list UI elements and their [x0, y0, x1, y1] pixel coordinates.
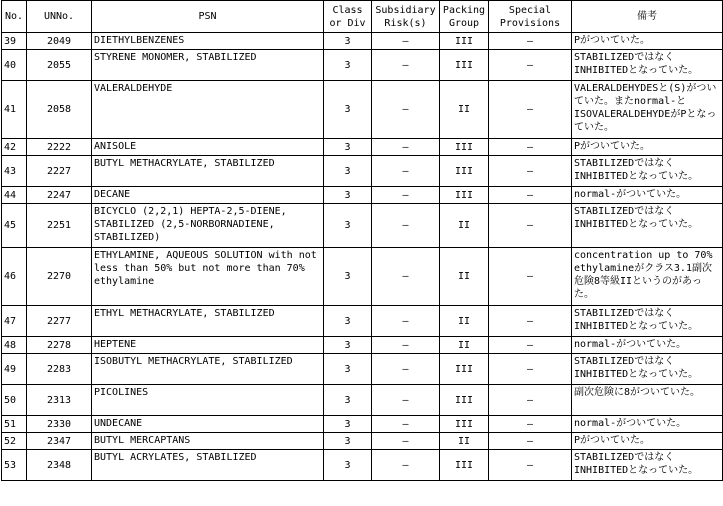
cell-un-no: 2049	[27, 33, 92, 50]
table-row	[2, 416, 723, 433]
cell-psn: BUTYL METHACRYLATE, STABILIZED	[92, 156, 324, 187]
cell-special-provisions: —	[489, 204, 572, 248]
cell-psn: BUTYL ACRYLATES, STABILIZED	[92, 450, 324, 481]
table-row	[2, 337, 723, 354]
cell-packing-group: II	[440, 337, 489, 354]
cell-remark: Pがついていた。	[572, 33, 723, 50]
cell-psn: ETHYLAMINE, AQUEOUS SOLUTION with not less than 50% but not more than 70% ethylamine	[92, 248, 324, 306]
cell-remark: VALERALDEHYDESと(S)がついていた。またnormal-とISOVALERALDEHYDEがPとなっていた。	[572, 81, 723, 139]
cell-psn: HEPTENE	[92, 337, 324, 354]
cell-subsidiary-risk: —	[372, 156, 440, 187]
cell-no: 48	[2, 337, 27, 354]
table-row	[2, 33, 723, 50]
cell-packing-group: III	[440, 450, 489, 481]
cell-packing-group: II	[440, 81, 489, 139]
cell-subsidiary-risk: —	[372, 33, 440, 50]
cell-psn: ETHYL METHACRYLATE, STABILIZED	[92, 306, 324, 337]
cell-packing-group: III	[440, 354, 489, 385]
table-row	[2, 248, 723, 306]
cell-remark: STABILIZEDではなくINHIBITEDとなっていた。	[572, 306, 723, 337]
header-row	[2, 1, 723, 33]
cell-class: 3	[324, 139, 372, 156]
cell-psn: DECANE	[92, 187, 324, 204]
cell-un-no: 2278	[27, 337, 92, 354]
cell-special-provisions: —	[489, 50, 572, 81]
cell-un-no: 2330	[27, 416, 92, 433]
cell-class: 3	[324, 187, 372, 204]
header-no: No.	[2, 1, 27, 33]
cell-no: 42	[2, 139, 27, 156]
cell-remark: STABILIZEDではなくINHIBITEDとなっていた。	[572, 450, 723, 481]
cell-un-no: 2277	[27, 306, 92, 337]
cell-packing-group: III	[440, 139, 489, 156]
cell-subsidiary-risk: —	[372, 433, 440, 450]
cell-packing-group: II	[440, 433, 489, 450]
cell-psn: STYRENE MONOMER, STABILIZED	[92, 50, 324, 81]
header-class: Class or Div	[324, 1, 372, 33]
cell-remark: STABILIZEDではなくINHIBITEDとなっていた。	[572, 354, 723, 385]
cell-no: 51	[2, 416, 27, 433]
cell-class: 3	[324, 248, 372, 306]
cell-no: 43	[2, 156, 27, 187]
cell-remark: STABILIZEDではなくINHIBITEDとなっていた。	[572, 156, 723, 187]
cell-special-provisions: —	[489, 416, 572, 433]
table-row	[2, 385, 723, 416]
cell-special-provisions: —	[489, 187, 572, 204]
cell-packing-group: III	[440, 156, 489, 187]
table-row	[2, 204, 723, 248]
cell-class: 3	[324, 433, 372, 450]
cell-special-provisions: —	[489, 433, 572, 450]
cell-remark: Pがついていた。	[572, 139, 723, 156]
cell-class: 3	[324, 385, 372, 416]
table-row	[2, 156, 723, 187]
cell-no: 45	[2, 204, 27, 248]
cell-remark: normal-がついていた。	[572, 337, 723, 354]
cell-un-no: 2283	[27, 354, 92, 385]
cell-special-provisions: —	[489, 139, 572, 156]
cell-special-provisions: —	[489, 450, 572, 481]
cell-no: 39	[2, 33, 27, 50]
cell-remark: STABILIZEDではなくINHIBITEDとなっていた。	[572, 204, 723, 248]
cell-packing-group: II	[440, 204, 489, 248]
cell-special-provisions: —	[489, 33, 572, 50]
cell-subsidiary-risk: —	[372, 385, 440, 416]
cell-remark: normal-がついていた。	[572, 416, 723, 433]
cell-psn: PICOLINES	[92, 385, 324, 416]
cell-remark: 副次危険に8がついていた。	[572, 385, 723, 416]
cell-un-no: 2227	[27, 156, 92, 187]
cell-class: 3	[324, 354, 372, 385]
cell-class: 3	[324, 204, 372, 248]
cell-un-no: 2270	[27, 248, 92, 306]
cell-class: 3	[324, 33, 372, 50]
cell-class: 3	[324, 416, 372, 433]
cell-no: 46	[2, 248, 27, 306]
cell-subsidiary-risk: —	[372, 306, 440, 337]
cell-psn: BUTYL MERCAPTANS	[92, 433, 324, 450]
table-row	[2, 50, 723, 81]
cell-subsidiary-risk: —	[372, 50, 440, 81]
cell-subsidiary-risk: —	[372, 354, 440, 385]
cell-special-provisions: —	[489, 385, 572, 416]
cell-subsidiary-risk: —	[372, 139, 440, 156]
cell-packing-group: III	[440, 187, 489, 204]
cell-special-provisions: —	[489, 156, 572, 187]
table-row	[2, 81, 723, 139]
table-row	[2, 187, 723, 204]
cell-subsidiary-risk: —	[372, 204, 440, 248]
cell-un-no: 2058	[27, 81, 92, 139]
header-psn: PSN	[92, 1, 324, 33]
cell-psn: VALERALDEHYDE	[92, 81, 324, 139]
cell-psn: ANISOLE	[92, 139, 324, 156]
cell-class: 3	[324, 81, 372, 139]
cell-class: 3	[324, 450, 372, 481]
table-row	[2, 306, 723, 337]
cell-no: 52	[2, 433, 27, 450]
cell-no: 44	[2, 187, 27, 204]
cell-un-no: 2251	[27, 204, 92, 248]
header-subsidiary-risk: Subsidiary Risk(s)	[372, 1, 440, 33]
cell-subsidiary-risk: —	[372, 187, 440, 204]
cell-subsidiary-risk: —	[372, 248, 440, 306]
cell-class: 3	[324, 306, 372, 337]
cell-remark: STABILIZEDではなくINHIBITEDとなっていた。	[572, 50, 723, 81]
cell-no: 41	[2, 81, 27, 139]
cell-un-no: 2222	[27, 139, 92, 156]
cell-no: 50	[2, 385, 27, 416]
cell-packing-group: III	[440, 385, 489, 416]
cell-packing-group: III	[440, 50, 489, 81]
cell-packing-group: III	[440, 33, 489, 50]
cell-special-provisions: —	[489, 306, 572, 337]
table-row	[2, 433, 723, 450]
cell-no: 47	[2, 306, 27, 337]
cell-subsidiary-risk: —	[372, 337, 440, 354]
cell-subsidiary-risk: —	[372, 81, 440, 139]
cell-class: 3	[324, 337, 372, 354]
header-remarks: 備考	[572, 1, 723, 33]
cell-class: 3	[324, 156, 372, 187]
cell-subsidiary-risk: —	[372, 450, 440, 481]
cell-no: 40	[2, 50, 27, 81]
cell-special-provisions: —	[489, 248, 572, 306]
cell-un-no: 2347	[27, 433, 92, 450]
cell-psn: UNDECANE	[92, 416, 324, 433]
cell-remark: normal-がついていた。	[572, 187, 723, 204]
cell-psn: ISOBUTYL METHACRYLATE, STABILIZED	[92, 354, 324, 385]
cell-un-no: 2247	[27, 187, 92, 204]
cell-packing-group: II	[440, 306, 489, 337]
header-special-provisions: Special Provisions	[489, 1, 572, 33]
header-packing-group: Packing Group	[440, 1, 489, 33]
cell-packing-group: III	[440, 416, 489, 433]
cell-psn: DIETHYLBENZENES	[92, 33, 324, 50]
cell-no: 49	[2, 354, 27, 385]
cell-special-provisions: —	[489, 354, 572, 385]
cell-un-no: 2313	[27, 385, 92, 416]
header-un-no: UNNo.	[27, 1, 92, 33]
table-row	[2, 354, 723, 385]
cell-un-no: 2055	[27, 50, 92, 81]
cell-remark: concentration up to 70% ethylamineがクラス3.1副次危険8等級IIというのがあった。	[572, 248, 723, 306]
cell-class: 3	[324, 50, 372, 81]
cell-psn: BICYCLO (2,2,1) HEPTA-2,5-DIENE, STABILIZED (2,5-NORBORNADIENE, STABILIZED)	[92, 204, 324, 248]
cell-special-provisions: —	[489, 337, 572, 354]
cell-subsidiary-risk: —	[372, 416, 440, 433]
cell-un-no: 2348	[27, 450, 92, 481]
dangerous-goods-table	[1, 0, 723, 481]
cell-special-provisions: —	[489, 81, 572, 139]
cell-remark: Pがついていた。	[572, 433, 723, 450]
cell-no: 53	[2, 450, 27, 481]
cell-packing-group: II	[440, 248, 489, 306]
table-row	[2, 139, 723, 156]
table-row	[2, 450, 723, 481]
